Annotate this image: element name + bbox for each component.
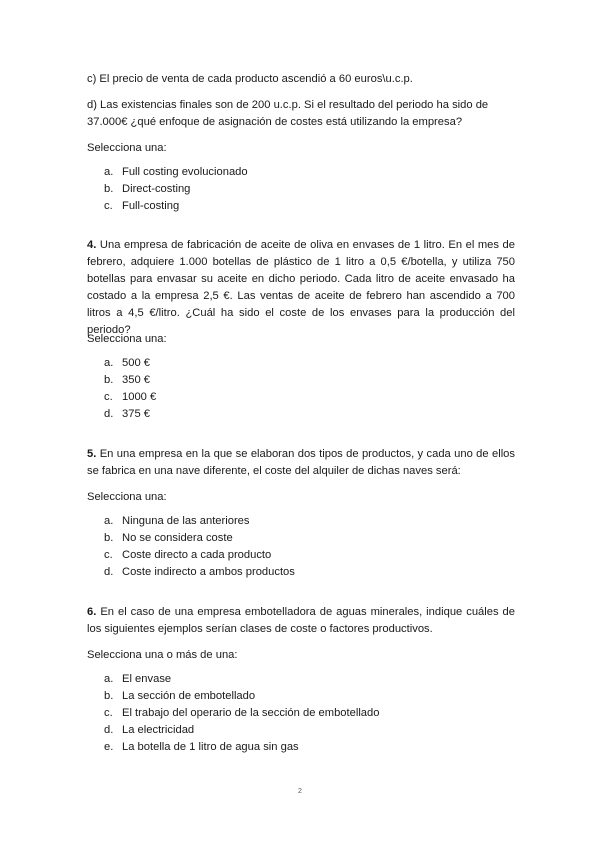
q5-option-d[interactable]: d. Coste indirecto a ambos productos <box>104 566 295 578</box>
q3-options <box>104 164 248 215</box>
q5-option-a[interactable]: a. Ninguna de las anteriores <box>104 515 250 527</box>
q6-option-e[interactable]: e. La botella de 1 litro de agua sin gas <box>104 741 299 753</box>
q3-option-c[interactable]: c. Full-costing <box>104 200 180 212</box>
q6-option-a[interactable]: a. El envase <box>104 673 172 685</box>
q5-prompt: Selecciona una: <box>87 491 167 503</box>
q4-option-c[interactable]: c. 1000 € <box>104 391 157 403</box>
q6-option-b[interactable]: b. La sección de embotellado <box>104 690 256 702</box>
q6-option-c[interactable]: c. El trabajo del operario de la sección de embotellado <box>104 707 380 719</box>
q5-option-c[interactable]: c. Coste directo a cada producto <box>104 549 272 561</box>
q6-prompt: Selecciona una o más de una: <box>87 649 238 661</box>
q6-number: 6. <box>87 606 97 618</box>
q4-prompt: Selecciona una: <box>87 333 167 345</box>
q5-number: 5. <box>87 448 97 460</box>
page-number: 2 <box>298 788 302 795</box>
q4-number: 4. <box>87 239 97 251</box>
q6-option-d[interactable]: d. La electricidad <box>104 724 195 736</box>
q3-prompt: Selecciona una: <box>87 142 167 154</box>
q4-text: 4. Una empresa de fabricación de aceite de oliva en envases de 1 litro. En el mes de febrero, adquiere 1.000 botellas de plástico de 1 litro a 0,5 €/botella, y utiliza 750 botellas para envasar su aceite en dicho periodo. Cada litro de aceite envasado ha costado a la empresa 2,5 €. Las ventas de aceite de febrero han ascendido a 700 litros a 4,5 €/litro. ¿Cuál ha sido el coste de los envases para la producción del periodo? <box>87 239 515 336</box>
q3-option-b[interactable]: b. Direct-costing <box>104 183 191 195</box>
q4-option-a[interactable]: a. 500 € <box>104 357 150 369</box>
q4-option-d[interactable]: d. 375 € <box>104 408 150 420</box>
q6-text: 6. En el caso de una empresa embotelladora de aguas minerales, indique cuáles de los siguientes ejemplos serían clases de coste o factores productivos. <box>87 606 515 635</box>
q4-options <box>104 355 156 423</box>
q5-text: 5. En una empresa en la que se elaboran dos tipos de productos, y cada uno de ellos se fabrica en una nave diferente, el coste del alquiler de dichas naves será: <box>87 448 516 477</box>
q3-line-c: c) El precio de venta de cada producto ascendió a 60 euros\u.c.p. <box>87 73 413 85</box>
q6-options <box>104 671 379 756</box>
q4-option-b[interactable]: b. 350 € <box>104 374 150 386</box>
q5-options <box>104 513 295 581</box>
q3-option-a[interactable]: a. Full costing evolucionado <box>104 166 248 178</box>
q5-option-b[interactable]: b. No se considera coste <box>104 532 233 544</box>
q3-line-d: d) Las existencias finales son de 200 u.c.p. Si el resultado del periodo ha sido de 37.000€ ¿qué enfoque de asignación de costes está utilizando la empresa? <box>87 99 489 128</box>
